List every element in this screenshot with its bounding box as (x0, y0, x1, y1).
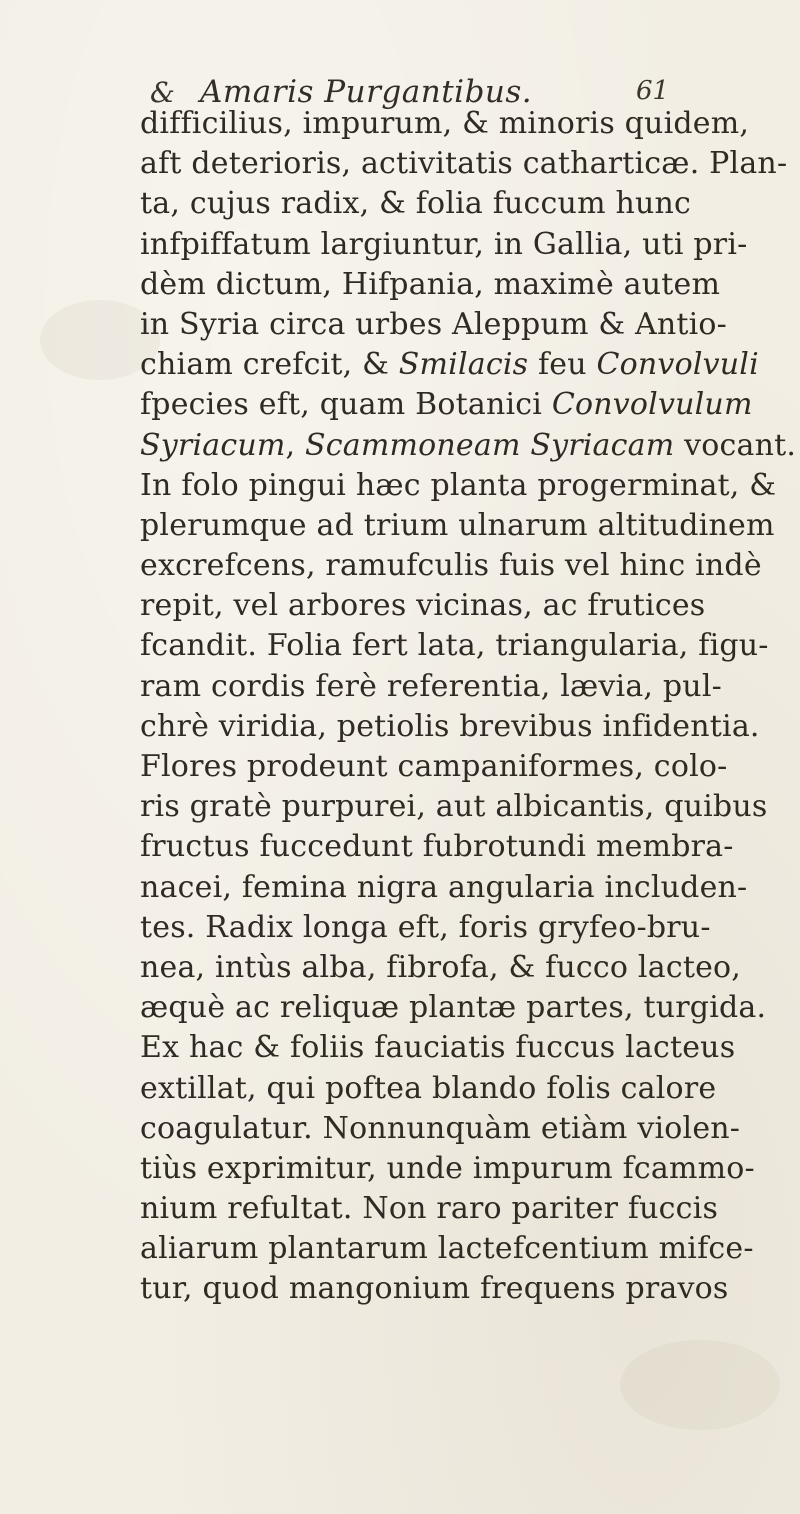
text-segment: dèm dictum, Hifpania, maximè autem (140, 266, 721, 302)
text-line (140, 506, 780, 546)
text-line (140, 1229, 780, 1269)
text-line (140, 345, 780, 385)
text-segment: repit, vel arbores vicinas, ac frutices (140, 588, 706, 624)
text-segment: nium refultat. Non raro pariter fuccis (140, 1191, 719, 1227)
text-segment: , (285, 427, 305, 463)
text-line (140, 1109, 780, 1149)
text-segment: coagulatur. Nonnunquàm etiàm violen- (140, 1110, 741, 1146)
text-segment: chiam crefcit, & (140, 347, 399, 383)
text-line (140, 827, 780, 867)
text-line (140, 225, 780, 265)
text-line (140, 667, 780, 707)
text-segment: excrefcens, ramufculis fuis vel hinc indè (140, 548, 762, 584)
text-segment: fcandit. Folia fert lata, triangularia, figu- (140, 628, 769, 664)
text-line (140, 1069, 780, 1109)
text-line (140, 385, 780, 425)
italic-term: Convolvulum (551, 387, 753, 423)
text-segment: fructus fuccedunt fubrotundi membra- (140, 829, 734, 865)
header-ampersand: & (150, 76, 175, 109)
text-segment: feu (528, 347, 597, 383)
text-segment: tur, quod mangonium frequens pravos (140, 1271, 729, 1307)
text-line (140, 908, 780, 948)
text-line (140, 265, 780, 305)
text-line (140, 868, 780, 908)
text-segment: tes. Radix longa eft, foris gryfeo-bru- (140, 909, 711, 945)
text-segment: infpiffatum largiuntur, in Gallia, uti pri- (140, 226, 748, 262)
text-segment: vocant. (674, 427, 797, 463)
text-line (140, 1149, 780, 1189)
text-segment: ram cordis ferè referentia, lævia, pul- (140, 668, 722, 704)
text-segment: nea, intùs alba, fibrofa, & fucco lacteo, (140, 949, 742, 985)
text-line (140, 948, 780, 988)
text-line (140, 1189, 780, 1229)
paper-stain (620, 1340, 780, 1430)
text-segment: fpecies eft, quam Botanici (140, 387, 552, 423)
text-line (140, 184, 780, 224)
text-line (140, 707, 780, 747)
text-segment: ris gratè purpurei, aut albicantis, quibus (140, 789, 768, 825)
text-segment: In folo pingui hæc planta progerminat, & (140, 467, 777, 503)
italic-term: Convolvuli (596, 347, 759, 383)
italic-term: Scammoneam Syriacam (304, 427, 675, 463)
text-line (140, 586, 780, 626)
text-line (140, 104, 780, 144)
text-segment: in Syria circa urbes Aleppum & Antio- (140, 306, 728, 342)
text-segment: aliarum plantarum lactefcentium mifce- (140, 1231, 754, 1267)
text-segment: extillat, qui poftea blando folis calore (140, 1070, 717, 1106)
text-segment: plerumque ad trium ulnarum altitudinem (140, 507, 775, 543)
text-segment: Flores prodeunt campaniformes, colo- (140, 749, 728, 784)
text-line (140, 1028, 780, 1068)
text-line (140, 144, 788, 184)
text-segment: tiùs exprimitur, unde impurum fcammo- (140, 1150, 755, 1186)
italic-term: Smilacis (398, 347, 529, 383)
text-segment: difficilius, impurum, & minoris quidem, (140, 106, 750, 141)
text-line (140, 466, 780, 506)
text-line (140, 626, 780, 666)
text-line (140, 426, 797, 466)
page-number: 61 (636, 76, 670, 106)
text-segment: Ex hac & foliis fauciatis fuccus lacteus (140, 1030, 736, 1066)
text-segment: ta, cujus radix, & folia fuccum hunc (140, 186, 692, 222)
body-text (140, 104, 797, 1310)
text-segment: chrè viridia, petiolis brevibus infidentia. (140, 708, 760, 744)
text-line (140, 546, 780, 586)
running-title: Amaris Purgantibus. (200, 74, 533, 110)
text-line (140, 988, 780, 1028)
italic-term: Syriacum (140, 427, 286, 463)
text-segment: nacei, femina nigra angularia includen- (140, 869, 748, 905)
text-segment: aft deterioris, activitatis catharticæ. Plan- (140, 146, 788, 182)
text-segment: æquè ac reliquæ plantæ partes, turgida. (140, 990, 767, 1026)
text-line (140, 305, 780, 345)
text-line (140, 747, 780, 787)
text-line (140, 787, 780, 827)
text-line (140, 1269, 780, 1309)
